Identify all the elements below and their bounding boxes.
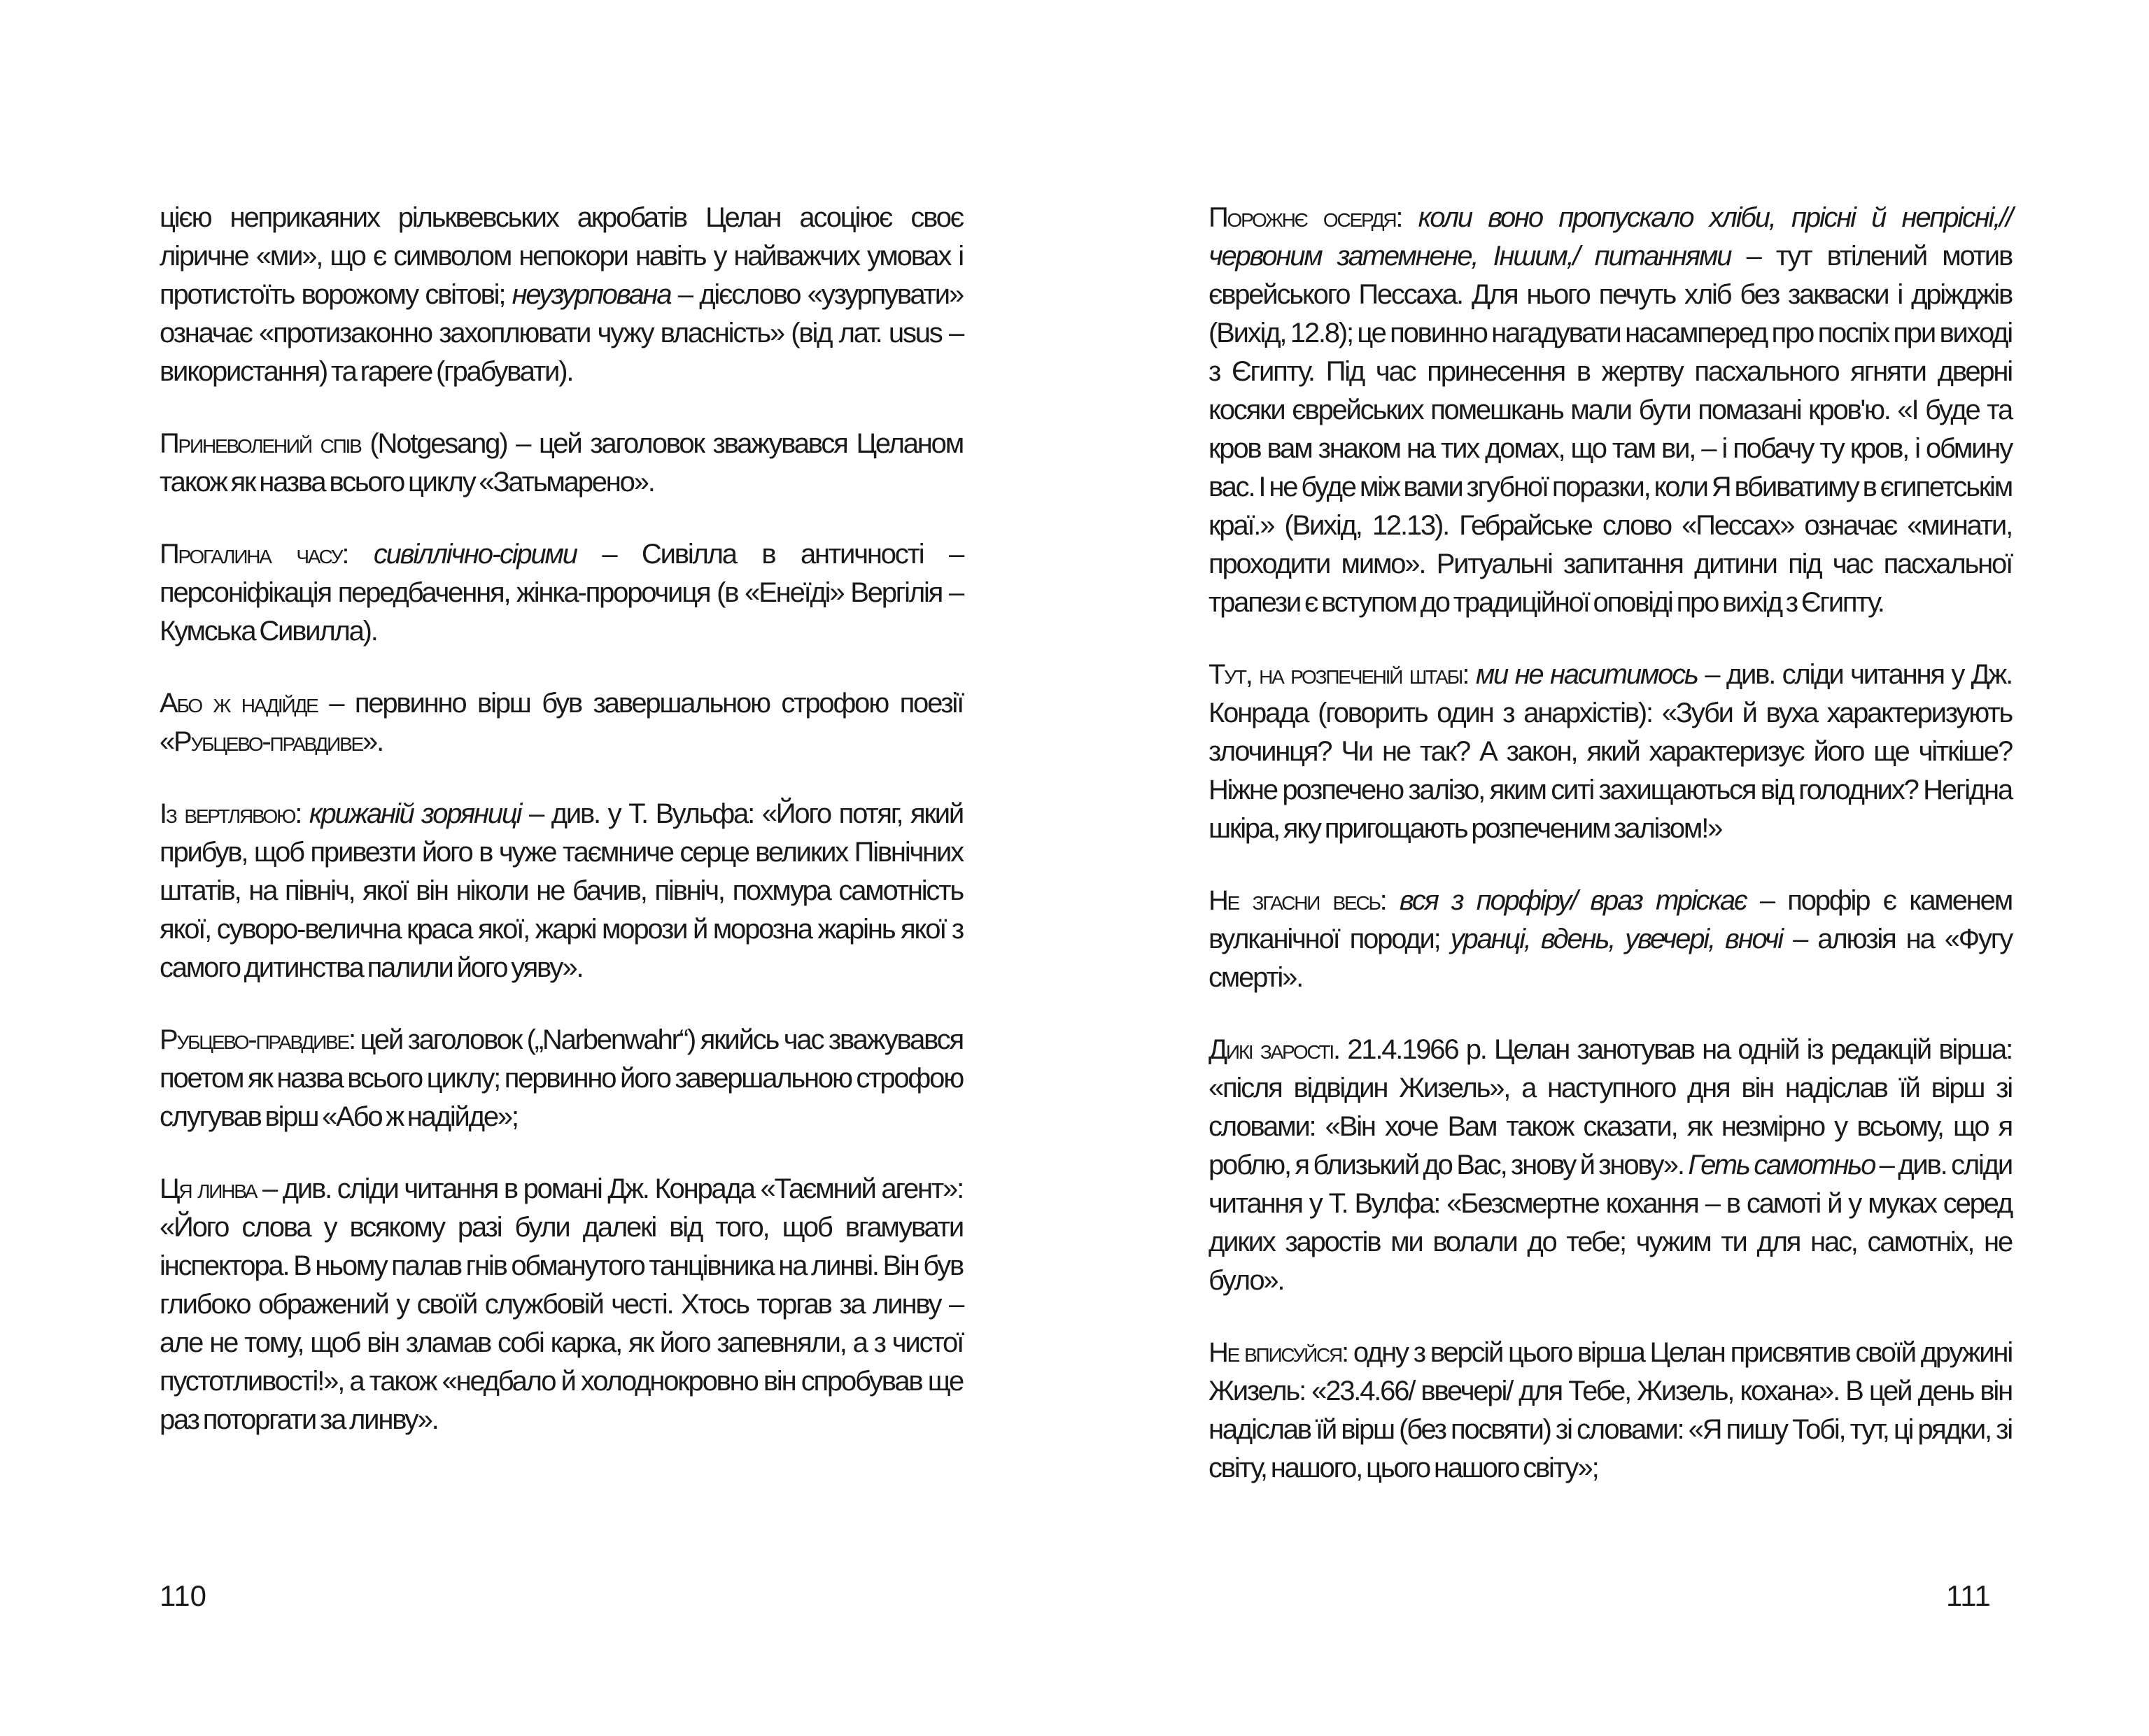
text-run: : — [1379, 885, 1400, 916]
text-run: : — [1395, 202, 1418, 233]
text-run: : — [1462, 659, 1476, 690]
text-run: – див. сліди читання в романі Дж. Конрада «Таємний агент»: «Його слова у всякому разі були далекі від того, щоб вгамувати інспектора. В ньому палав гнів обманутого танцівника на линві. Він був глибоко ображений у своїй службовій честі. Хтось торгав за линву – але не тому, щоб він зламав собі карка, як його запевняли, а з чистої пустотливості!», а також «недбало й холоднокровно він спробував ще раз поторгати за линву». — [160, 1173, 963, 1435]
poem-title-heading: Ця линва — [160, 1173, 257, 1204]
text-run: – тут втілений мотив єврейського Пессаха. Для нього печуть хліб без закваски і дріжджів (Вихід, 12.8); це повинно нагадувати насамперед про поспіх при виході з Єгипту. Під час принесення в жертву пасхального ягняти дверні косяки єврейських помешкань мали бути помазані кров'ю. «І буде та кров вам знаком на тих домах, що там ви, – і побачу ту кров, і обмину вас. І не буде між вами згубної поразки, коли Я вбиватиму в єгипетськім краї.» (Вихід, 12.13). Гебрайське слово «Пессах» означає «минати, проходити мимо». Ритуальні запитання дитини під час пасхальної трапези є вступом до традиційної оповіді про вихід з Єгипту. — [1209, 241, 2012, 618]
text-run: – порфір є каменем вулканічної породи; — [1209, 885, 2012, 954]
text-run: – дієслово «узурпувати» означає «протизаконно захоплювати чужу власність» (від лат. usus – використання) та rapere (грабувати). — [160, 279, 963, 387]
text-run: – алюзія на «Фугу смерті». — [1209, 924, 2012, 993]
poem-title-heading: Порожнє осердя — [1209, 202, 1396, 233]
paragraph — [160, 684, 963, 761]
text-run: : — [295, 798, 309, 829]
poem-title-heading: Не вписуйся — [1209, 1337, 1342, 1368]
paragraph — [160, 425, 963, 502]
text-run: – див. сліди читання у Дж. Конрада (говорить один з анархістів): «Зуби й вуха характеризують злочинця? Чи не так? А закон, який характеризує його ще чіткіше? Ніжне розпечено залізо, яким ситі захищаються від голодних? Негідна шкіра, яку пригощають розпеченим залізом!» — [1209, 659, 2013, 844]
left-page-body — [160, 199, 963, 1542]
italic-quote: ми не наситимось — [1475, 659, 1698, 690]
paragraph — [160, 795, 963, 987]
poem-title-reference: Рубцево-правдиве — [174, 726, 363, 757]
text-run: – Сивілла в античності – персоніфікація передбачення, жінка-пророчиця (в «Енеїді» Вергілія – Кумська Сивилла). — [160, 539, 963, 647]
poem-title-heading: Дикі зарості — [1209, 1034, 1334, 1065]
paragraph — [1209, 1334, 2012, 1488]
italic-quote: неузурпована — [512, 279, 671, 310]
text-run: – первинно вірш був завершальною строфою поезії « — [160, 688, 963, 757]
text-run: цією неприкаяних рільквевських акробатів Целан асоціює своє ліричне «ми», що є символом непокори навіть у найважчих умовах і протистоїть ворожому світові; — [160, 202, 963, 310]
paragraph — [160, 1021, 963, 1136]
paragraph — [160, 535, 963, 651]
poem-title-heading: Або ж надійде — [160, 688, 318, 719]
text-run: – див. у Т. Вульфа: «Його потяг, який прибув, щоб привезти його в чуже таємниче серце великих Північних штатів, на північ, якої він ніколи не бачив, північ, похмура самотність якої, суворо-велична краса якої, жаркі морози й морозна жарінь якої з самого дитинства палили його уяву». — [160, 798, 964, 983]
text-run: : — [341, 539, 374, 570]
text-run: (Notgesang) – цей заголовок зважувався Целаном також як назва всього циклу «Затьмарено». — [160, 428, 963, 497]
paragraph — [1209, 199, 2012, 622]
page-number-left: 110 — [160, 1579, 206, 1612]
paragraph — [160, 1170, 963, 1439]
paragraph — [1209, 656, 2012, 848]
paragraph — [1209, 882, 2012, 997]
italic-quote: уранці, вдень, увечері, вночі — [1450, 924, 1782, 954]
right-page-body — [1209, 199, 2012, 1542]
poem-title-heading: Не згасни весь — [1209, 885, 1380, 916]
poem-title-heading: Прогалина часу — [160, 539, 342, 570]
poem-title-heading: Приневолений спів — [160, 428, 361, 459]
italic-quote: сивіллічно-сірими — [373, 539, 577, 570]
text-run: : одну з версій цього вірша Целан присвятив своїй дружині Жизель: «23.4.66/ ввечері/ для Тебе, Жизель, кохана». В цей день він надіслав їй вірш (без посвяти) зі словами: «Я пишу Тобі, тут, ці рядки, зі світу, нашого, цього нашого світу»; — [1209, 1337, 2013, 1483]
poem-title-heading: Тут, на розпеченій штабі — [1209, 659, 1463, 690]
italic-quote: Геть самотньо — [1688, 1150, 1875, 1180]
italic-quote: вся з порфіру/ враз тріскає — [1399, 885, 1747, 916]
poem-title-heading: Рубцево-правдиве — [160, 1024, 348, 1055]
italic-quote: коли воно пропускало хліби, прісні й непрісні,// червоним затемнене, Іншим,/ питаннями — [1209, 202, 2012, 271]
text-run: . 21.4.1966 р. Целан занотував на одній із редакцій вірша: «після відвідин Жизель», а наступного дня він надіслав їй вірш зі словами: «Він хоче Вам також сказати, як незмірно у всьому, що я роблю, я близький до Вас, знову й знову». — [1209, 1034, 2012, 1180]
paragraph — [160, 199, 963, 391]
poem-title-heading: Із вертлявою — [160, 798, 295, 829]
italic-quote: крижаній зоряниці — [309, 798, 521, 829]
text-run: ». — [362, 726, 383, 757]
text-run: – див. сліди читання у Т. Вулфа: «Безсмертне кохання – в самоті й у муках серед диких заростів ми волали до тебе; чужим ти для нас, самотніх, не було». — [1209, 1150, 2012, 1296]
text-run: : цей заголовок („Narbenwahr“) якийсь час зважувався поетом як назва всього циклу; первинно його завершальною строфою слугував вірш «Або ж надійде»; — [160, 1024, 963, 1132]
page-number-right: 111 — [1946, 1579, 1991, 1612]
paragraph — [1209, 1031, 2012, 1300]
